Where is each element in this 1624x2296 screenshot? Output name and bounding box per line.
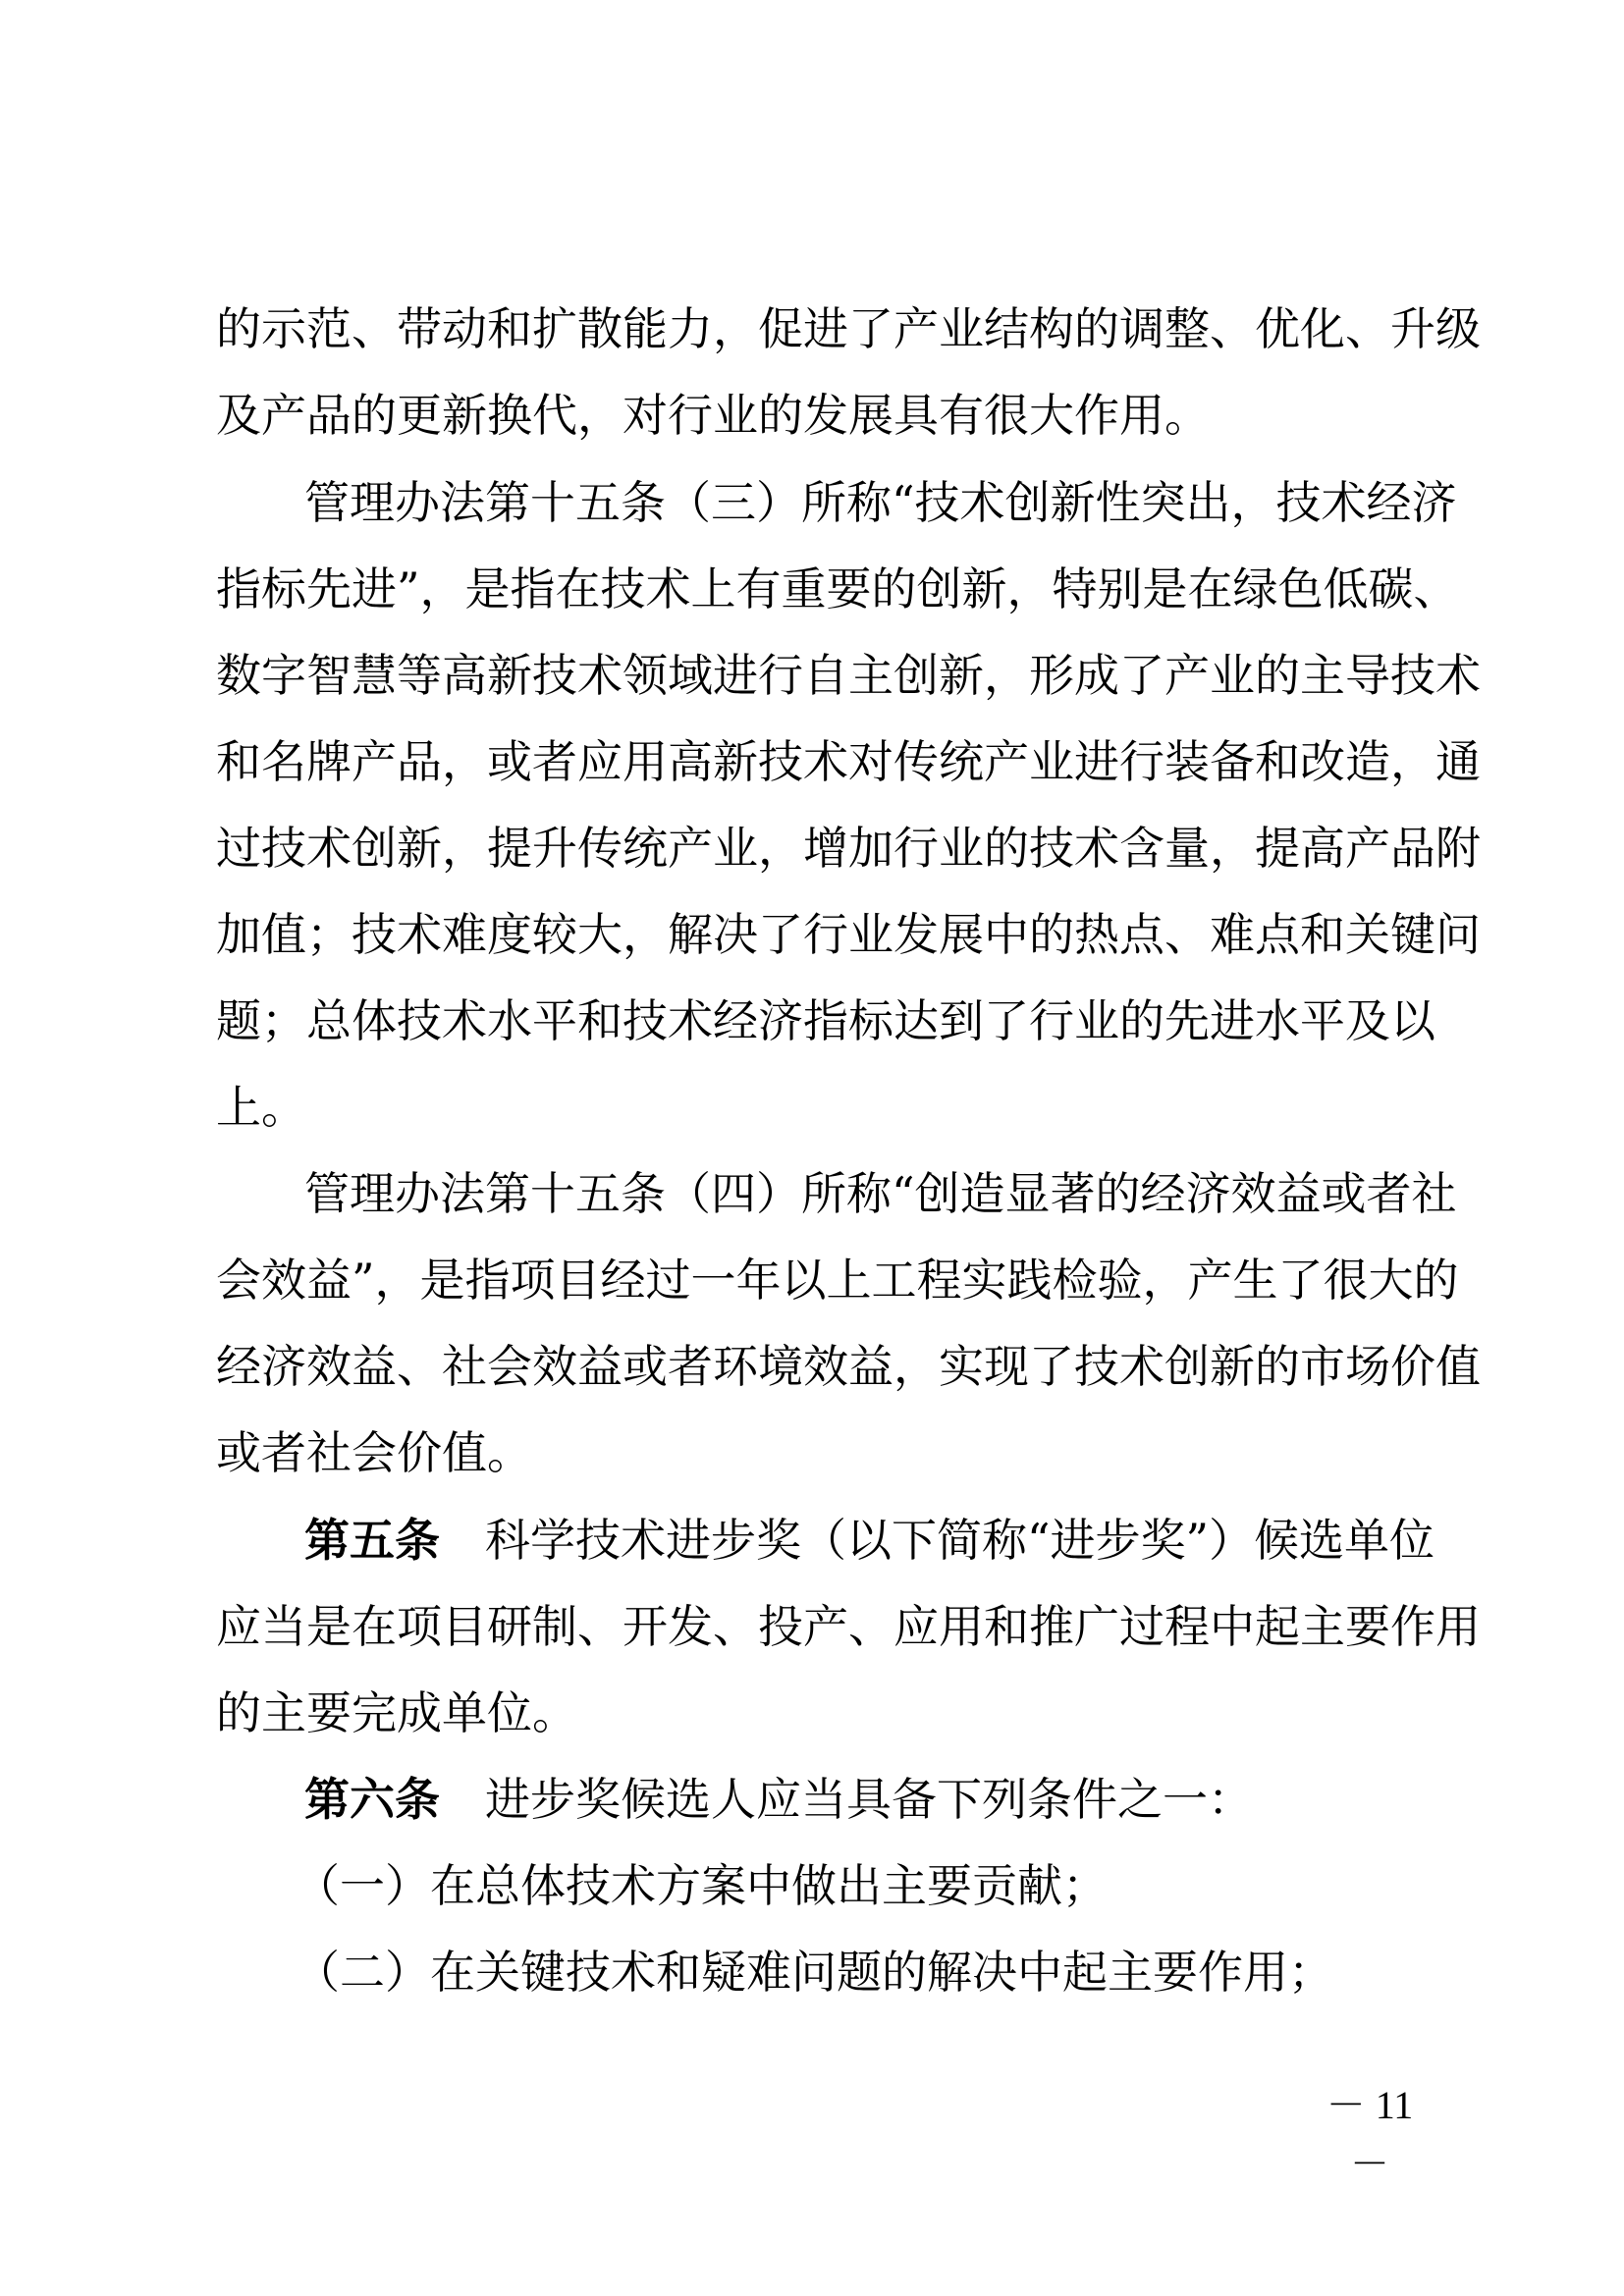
- text-line: 加值；技术难度较大，解决了行业发展中的热点、难点和关键问: [216, 908, 1481, 961]
- text-line: 和名牌产品，或者应用高新技术对传统产业进行装备和改造，通: [216, 735, 1481, 788]
- text-line: 上。: [216, 1081, 306, 1134]
- text-line: 会效益”，是指项目经过一年以上工程实践检验，产生了很大的: [216, 1254, 1459, 1307]
- text-line: 管理办法第十五条（四）所称“创造显著的经济效益或者社: [304, 1167, 1457, 1220]
- text-line: 管理办法第十五条（三）所称“技术创新性突出，技术经济: [304, 476, 1457, 529]
- text-line: 的示范、带动和扩散能力，促进了产业结构的调整、优化、升级: [216, 302, 1481, 355]
- text-line: 题；总体技术水平和技术经济指标达到了行业的先进水平及以: [216, 994, 1435, 1047]
- article-heading: 第五条: [304, 1514, 440, 1567]
- article-text: 科学技术进步奖（以下简称“进步奖”）候选单位: [485, 1514, 1435, 1567]
- article-five-line: [304, 1501, 1435, 1579]
- text-line: 及产品的更新换代，对行业的发展具有很大作用。: [216, 389, 1210, 442]
- article-text: 进步奖候选人应当具备下列条件之一：: [485, 1773, 1253, 1826]
- article-heading: 第六条: [304, 1773, 440, 1826]
- page-number: － 11 －: [1326, 2083, 1414, 2186]
- text-line: 或者社会价值。: [216, 1426, 532, 1479]
- text-line: 应当是在项目研制、开发、投产、应用和推广过程中起主要作用: [216, 1600, 1481, 1653]
- text-line: 数字智慧等高新技术领域进行自主创新，形成了产业的主导技术: [216, 649, 1481, 702]
- text-line: 过技术创新，提升传统产业，增加行业的技术含量，提高产品附: [216, 822, 1481, 875]
- text-line: 的主要完成单位。: [216, 1686, 577, 1739]
- list-item: （二）在关键技术和疑难问题的解决中起主要作用；: [295, 1946, 1333, 1999]
- text-line: 经济效益、社会效益或者环境效益，实现了技术创新的市场价值: [216, 1340, 1481, 1393]
- text-line: 指标先进”，是指在技术上有重要的创新，特别是在绿色低碳、: [216, 562, 1459, 615]
- article-six-line: [304, 1760, 1424, 1839]
- list-item: （一）在总体技术方案中做出主要贡献；: [295, 1859, 1108, 1912]
